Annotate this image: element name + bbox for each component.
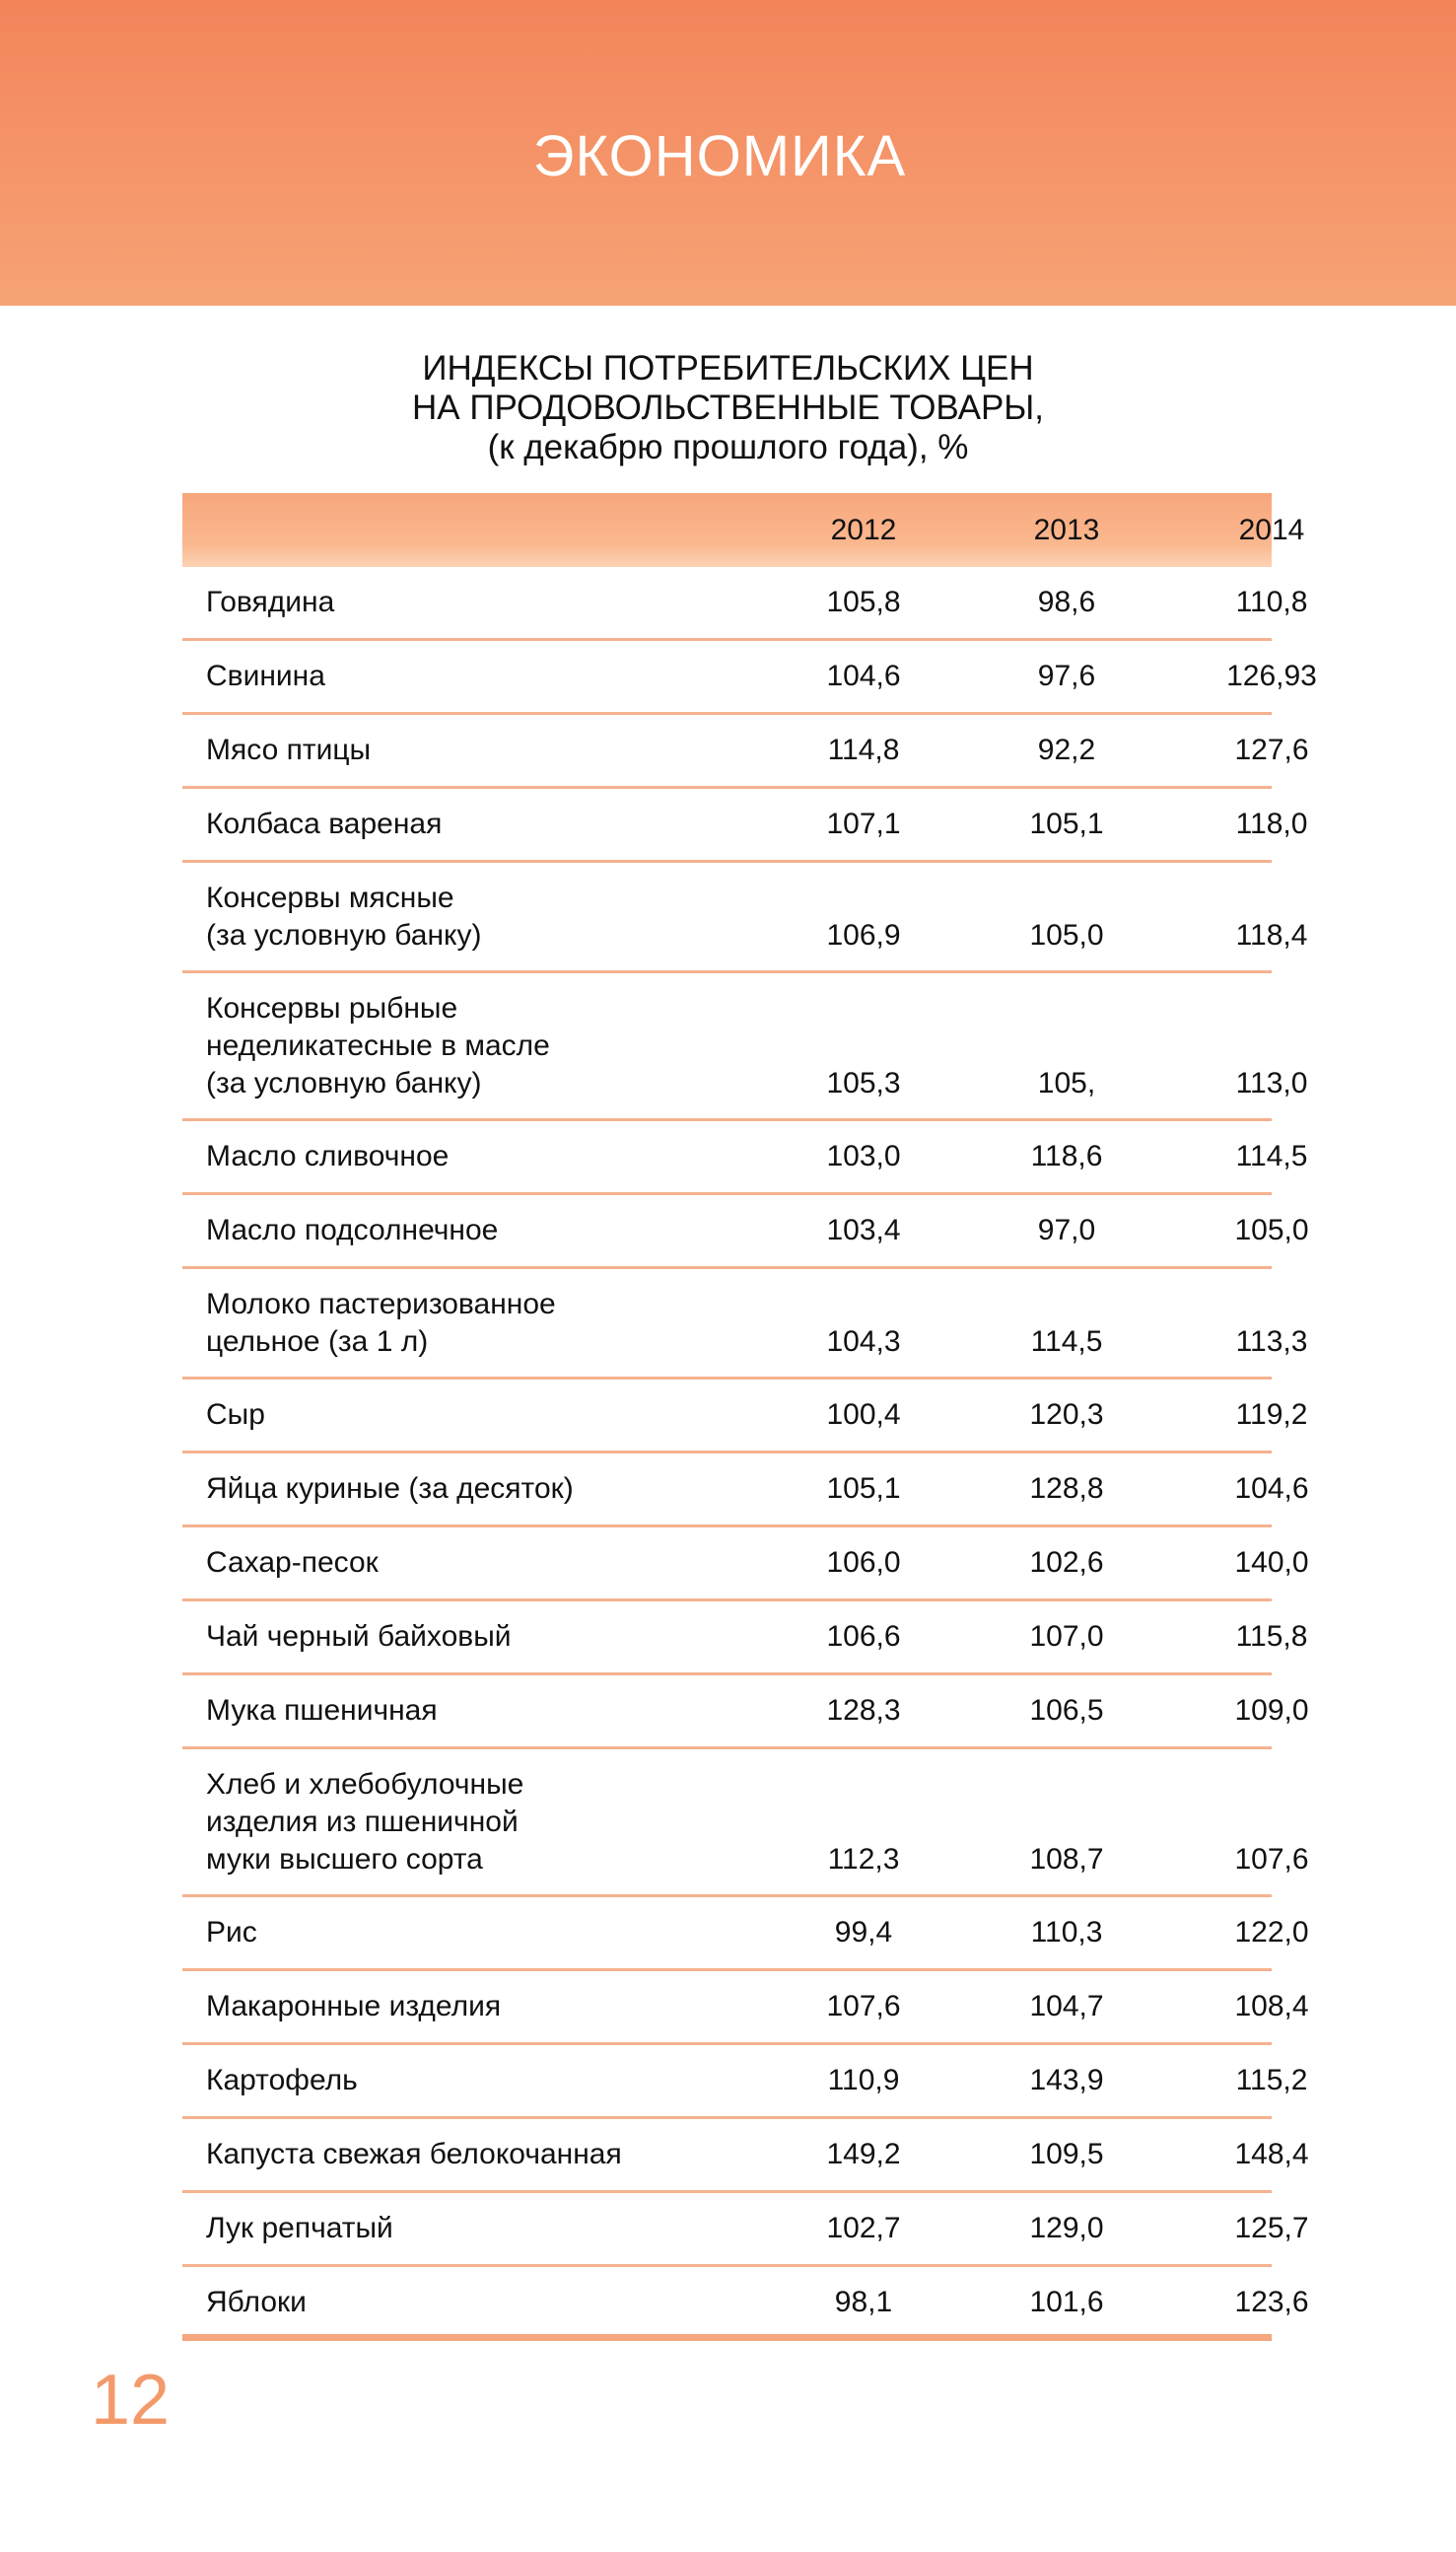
table-row (182, 1269, 1308, 1380)
cell-2014: 122,0 (1234, 1916, 1309, 1949)
row-label-line: муки высшего сорта (206, 1843, 483, 1876)
cell-2012: 107,6 (826, 1990, 901, 2022)
row-label (206, 990, 550, 1102)
row-label (206, 584, 334, 621)
table-title-line-2: НА ПРОДОВОЛЬСТВЕННЫЕ ТОВАРЫ, (411, 389, 1045, 427)
cell-2014: 127,6 (1234, 734, 1309, 766)
section-banner (0, 0, 1456, 306)
cell-2014: 119,2 (1235, 1398, 1308, 1431)
row-label (206, 1544, 379, 1582)
cell-2012: 106,6 (826, 1620, 901, 1653)
row-label-line: Молоко пастеризованное (206, 1288, 556, 1320)
row-label-line: (за условную банку) (206, 919, 482, 952)
table-row (182, 1453, 1309, 1527)
cell-2013: 105, (1037, 1067, 1096, 1099)
row-label (206, 2136, 622, 2173)
table-row (182, 1527, 1309, 1601)
row-label-line: Рис (206, 1916, 257, 1949)
table-row (182, 1971, 1309, 2045)
table-title-line-3: (к декабрю прошлого года), % (487, 428, 969, 466)
cell-2014: 110,8 (1235, 586, 1308, 618)
cell-2012: 128,3 (826, 1694, 901, 1727)
column-header-2013: 2013 (1033, 514, 1100, 546)
cell-2014: 113,3 (1235, 1325, 1308, 1358)
cell-2013: 106,5 (1029, 1694, 1104, 1727)
table-title-line-1: ИНДЕКСЫ ПОТРЕБИТЕЛЬСКИХ ЦЕН (422, 349, 1034, 388)
row-label (206, 1286, 556, 1361)
row-label-line: неделикатесные в масле (206, 1029, 550, 1062)
cell-2013: 107,0 (1029, 1620, 1104, 1653)
table-body (182, 567, 1317, 2341)
row-label (206, 658, 325, 695)
row-label-line: Лук репчатый (206, 2212, 393, 2244)
cell-2013: 97,0 (1037, 1214, 1096, 1246)
table-row (182, 1675, 1309, 1749)
cell-2012: 103,0 (826, 1140, 901, 1172)
table-row (182, 715, 1309, 789)
cell-2012: 103,4 (826, 1214, 901, 1246)
cell-2012: 98,1 (834, 2286, 893, 2318)
cell-2012: 104,6 (826, 660, 901, 692)
row-label (206, 2062, 358, 2099)
cell-2012: 100,4 (826, 1398, 901, 1431)
cell-2013: 129,0 (1029, 2212, 1104, 2244)
row-label (206, 1470, 574, 1508)
table-row (182, 1601, 1308, 1675)
cell-2014: 114,5 (1235, 1140, 1308, 1172)
cell-2012: 114,8 (827, 734, 900, 766)
cell-2013: 104,7 (1029, 1990, 1104, 2022)
row-label-line: Яйца куриные (за десяток) (206, 1472, 574, 1505)
row-label-line: Свинина (206, 660, 325, 692)
row-label-line: (за условную банку) (206, 1067, 482, 1099)
cell-2012: 110,9 (827, 2064, 900, 2096)
cell-2014: 104,6 (1234, 1472, 1309, 1505)
cell-2014: 109,0 (1234, 1694, 1309, 1727)
row-label-line: изделия из пшеничной (206, 1806, 519, 1838)
cell-2013: 110,3 (1030, 1916, 1103, 1949)
table-row (182, 2267, 1309, 2341)
table-row (182, 1749, 1309, 1897)
cell-2014: 113,0 (1235, 1067, 1308, 1099)
cell-2014: 126,93 (1226, 660, 1317, 692)
cell-2012: 149,2 (826, 2138, 901, 2170)
row-label (206, 1618, 512, 1656)
table-row (182, 973, 1308, 1121)
cell-2014: 115,2 (1235, 2064, 1308, 2096)
table-row (182, 1195, 1309, 1269)
cell-2012: 105,8 (826, 586, 901, 618)
cell-2013: 101,6 (1029, 2286, 1104, 2318)
row-label-line: Масло сливочное (206, 1140, 450, 1172)
row-label (206, 1766, 523, 1879)
row-label (206, 1692, 438, 1730)
table-row (182, 863, 1308, 973)
cell-2012: 99,4 (834, 1916, 893, 1949)
row-label (206, 1138, 449, 1175)
table-row (182, 1121, 1308, 1195)
cell-2012: 102,7 (826, 2212, 901, 2244)
row-label-line: цельное (за 1 л) (206, 1325, 429, 1358)
row-label-line: Сахар-песок (206, 1546, 379, 1579)
row-label (206, 2284, 307, 2321)
row-label (206, 2210, 393, 2247)
cell-2014: 123,6 (1234, 2286, 1309, 2318)
row-label (206, 1212, 498, 1249)
row-label-line: Говядина (206, 586, 335, 618)
row-label-line: Макаронные изделия (206, 1990, 502, 2022)
cell-2014: 140,0 (1234, 1546, 1309, 1579)
table-row (182, 1380, 1308, 1453)
row-label (206, 732, 371, 769)
cell-2013: 102,6 (1029, 1546, 1104, 1579)
cell-2013: 114,5 (1030, 1325, 1103, 1358)
row-label-line: Колбаса вареная (206, 808, 443, 840)
row-label-line: Чай черный байховый (206, 1620, 512, 1653)
row-label (206, 806, 442, 843)
table-row (182, 2119, 1309, 2193)
table-row (182, 1897, 1309, 1971)
cell-2013: 92,2 (1037, 734, 1096, 766)
row-label-line: Мясо птицы (206, 734, 372, 766)
cell-2012: 106,9 (826, 919, 901, 952)
page-number: 12 (91, 2361, 171, 2440)
cell-2013: 128,8 (1029, 1472, 1104, 1505)
row-label-line: Сыр (206, 1398, 265, 1431)
cell-2014: 118,0 (1235, 808, 1308, 840)
cell-2013: 105,0 (1029, 919, 1104, 952)
cell-2013: 118,6 (1030, 1140, 1103, 1172)
section-title: ЭКОНОМИКА (532, 124, 907, 188)
row-label (206, 1988, 501, 2025)
row-label-line: Консервы мясные (206, 882, 454, 914)
cell-2014: 125,7 (1234, 2212, 1309, 2244)
table-row (182, 2193, 1309, 2267)
cell-2012: 106,0 (826, 1546, 901, 1579)
row-label (206, 880, 482, 955)
cell-2014: 148,4 (1234, 2138, 1309, 2170)
cell-2012: 107,1 (826, 808, 901, 840)
row-label-line: Мука пшеничная (206, 1694, 438, 1727)
cell-2014: 108,4 (1234, 1990, 1309, 2022)
cell-2013: 120,3 (1029, 1398, 1104, 1431)
table-row (182, 641, 1317, 715)
cell-2012: 112,3 (827, 1843, 900, 1876)
cell-2013: 98,6 (1037, 586, 1096, 618)
row-label-line: Яблоки (206, 2286, 307, 2318)
row-label-line: Масло подсолнечное (206, 1214, 499, 1246)
cell-2013: 105,1 (1029, 808, 1104, 840)
table-row (182, 567, 1308, 641)
price-index-table (182, 493, 1317, 2341)
column-header-2012: 2012 (830, 514, 897, 546)
cell-2013: 97,6 (1037, 660, 1096, 692)
cell-2013: 109,5 (1029, 2138, 1104, 2170)
table-row (182, 789, 1308, 863)
cell-2012: 105,1 (826, 1472, 901, 1505)
row-label-line: Консервы рыбные (206, 992, 458, 1025)
row-label-line: Картофель (206, 2064, 358, 2096)
cell-2012: 105,3 (826, 1067, 901, 1099)
table-title (0, 349, 1456, 467)
column-header-2014: 2014 (1238, 514, 1305, 546)
cell-2014: 115,8 (1235, 1620, 1308, 1653)
row-label (206, 1914, 257, 1951)
row-label-line: Хлеб и хлебобулочные (206, 1768, 524, 1801)
cell-2013: 143,9 (1029, 2064, 1104, 2096)
row-label-line: Капуста свежая белокочанная (206, 2138, 622, 2170)
table-row (182, 2045, 1308, 2119)
table-header (182, 493, 1305, 567)
row-label (206, 1396, 265, 1434)
cell-2014: 118,4 (1235, 919, 1308, 952)
cell-2014: 107,6 (1234, 1843, 1309, 1876)
cell-2012: 104,3 (826, 1325, 901, 1358)
cell-2014: 105,0 (1234, 1214, 1309, 1246)
cell-2013: 108,7 (1029, 1843, 1104, 1876)
